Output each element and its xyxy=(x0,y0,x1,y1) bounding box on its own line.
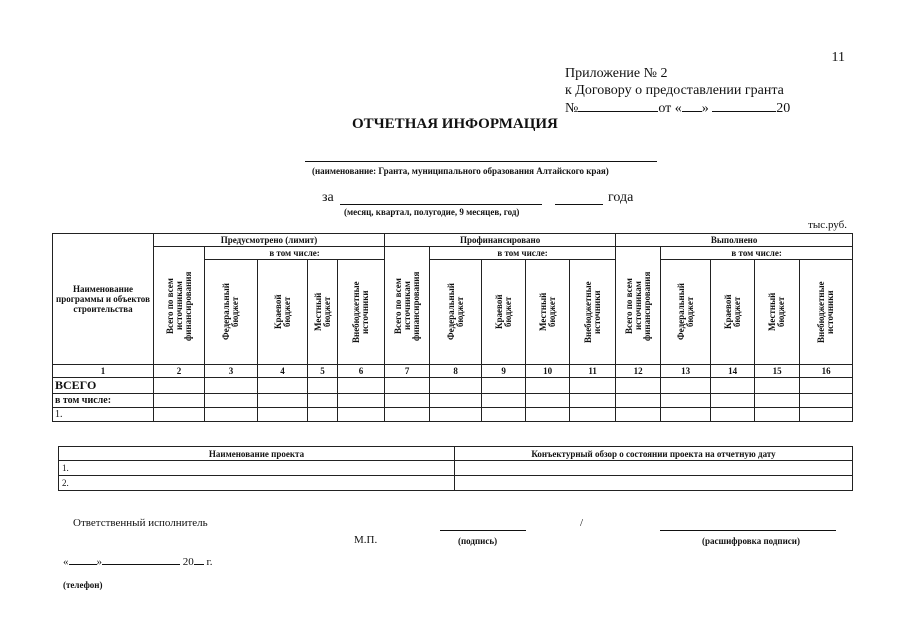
project-row-label: 2. xyxy=(59,476,455,491)
col-financed-federal: Федеральный бюджет xyxy=(430,260,482,365)
group-planned: Предусмотрено (лимит) xyxy=(154,234,385,247)
col-completed-regional: Краевой бюджет xyxy=(711,260,755,365)
period-goda: года xyxy=(608,190,634,205)
date-line: « » 20 г. xyxy=(63,556,213,568)
col-project-name: Наименование проекта xyxy=(59,447,455,461)
col-number: 14 xyxy=(711,365,755,378)
phone-caption: (телефон) xyxy=(63,580,103,590)
signature-caption: (подпись) xyxy=(458,536,498,546)
col-planned-local: Местный бюджет xyxy=(308,260,338,365)
col-number: 4 xyxy=(258,365,308,378)
page-number: 11 xyxy=(831,50,845,65)
col-number: 8 xyxy=(430,365,482,378)
col-number: 3 xyxy=(205,365,258,378)
table-row-first xyxy=(53,408,853,422)
col-number: 2 xyxy=(154,365,205,378)
document-title: ОТЧЕТНАЯ ИНФОРМАЦИЯ xyxy=(352,116,558,132)
col-financed-regional: Краевой бюджет xyxy=(482,260,526,365)
col-planned-federal: Федеральный бюджет xyxy=(205,260,258,365)
col-planned-offbudget: Внебюджетные источники xyxy=(338,260,385,365)
col-number: 9 xyxy=(482,365,526,378)
col-completed-total: Всего по всем источникам финансирования xyxy=(616,247,661,365)
table-row xyxy=(59,476,853,491)
col-number: 5 xyxy=(308,365,338,378)
table-row-including xyxy=(53,394,853,408)
units-label: тыс.руб. xyxy=(808,219,847,231)
decoding-line xyxy=(660,530,836,531)
responsible-label: Ответственный исполнитель xyxy=(73,517,208,529)
col-program-name: Наименование программы и объектов строительства xyxy=(53,234,154,365)
col-planned-regional: Краевой бюджет xyxy=(258,260,308,365)
signature-line xyxy=(440,530,526,531)
planned-including: в том числе: xyxy=(205,247,385,260)
project-row-label: 1. xyxy=(59,461,455,476)
appendix-header xyxy=(565,65,790,117)
col-planned-total: Всего по всем источникам финансирования xyxy=(154,247,205,365)
col-number: 15 xyxy=(755,365,800,378)
period-caption: (месяц, квартал, полугодие, 9 месяцев, год) xyxy=(344,207,520,217)
col-financed-total: Всего по всем источникам финансирования xyxy=(385,247,430,365)
group-financed: Профинансировано xyxy=(385,234,616,247)
year-line xyxy=(555,204,603,205)
col-number: 1 xyxy=(53,365,154,378)
appendix-line2: к Договору о предоставлении гранта xyxy=(565,83,784,98)
table-row xyxy=(59,461,853,476)
col-number: 12 xyxy=(616,365,661,378)
stamp-place: М.П. xyxy=(354,534,378,546)
row-first-label: 1. xyxy=(53,408,154,422)
grant-caption: (наименование: Гранта, муниципального образования Алтайского края) xyxy=(312,166,609,176)
col-number: 11 xyxy=(570,365,616,378)
col-number: 10 xyxy=(526,365,570,378)
col-number: 16 xyxy=(800,365,853,378)
appendix-line1: Приложение № 2 xyxy=(565,66,668,81)
period-line xyxy=(340,204,542,205)
report-table xyxy=(52,233,853,422)
grant-name-line xyxy=(305,161,657,162)
col-number: 6 xyxy=(338,365,385,378)
group-completed: Выполнено xyxy=(616,234,853,247)
financed-including: в том числе: xyxy=(430,247,616,260)
row-total-label: ВСЕГО xyxy=(53,378,154,394)
table-row-total xyxy=(53,378,853,394)
col-completed-federal: Федеральный бюджет xyxy=(661,260,711,365)
projects-table xyxy=(58,446,853,491)
col-completed-offbudget: Внебюджетные источники xyxy=(800,260,853,365)
row-including-label: в том числе: xyxy=(53,394,154,408)
decoding-caption: (расшифровка подписи) xyxy=(702,536,800,546)
col-number: 13 xyxy=(661,365,711,378)
column-numbers-row xyxy=(53,365,853,378)
col-project-review: Конъектурный обзор о состоянии проекта на отчетную дату xyxy=(455,447,853,461)
appendix-line3: № от « » 20 xyxy=(565,101,791,116)
col-number: 7 xyxy=(385,365,430,378)
col-completed-local: Местный бюджет xyxy=(755,260,800,365)
period-za: за xyxy=(322,190,334,205)
col-financed-offbudget: Внебюджетные источники xyxy=(570,260,616,365)
col-financed-local: Местный бюджет xyxy=(526,260,570,365)
signature-slash: / xyxy=(580,517,584,529)
completed-including: в том числе: xyxy=(661,247,853,260)
